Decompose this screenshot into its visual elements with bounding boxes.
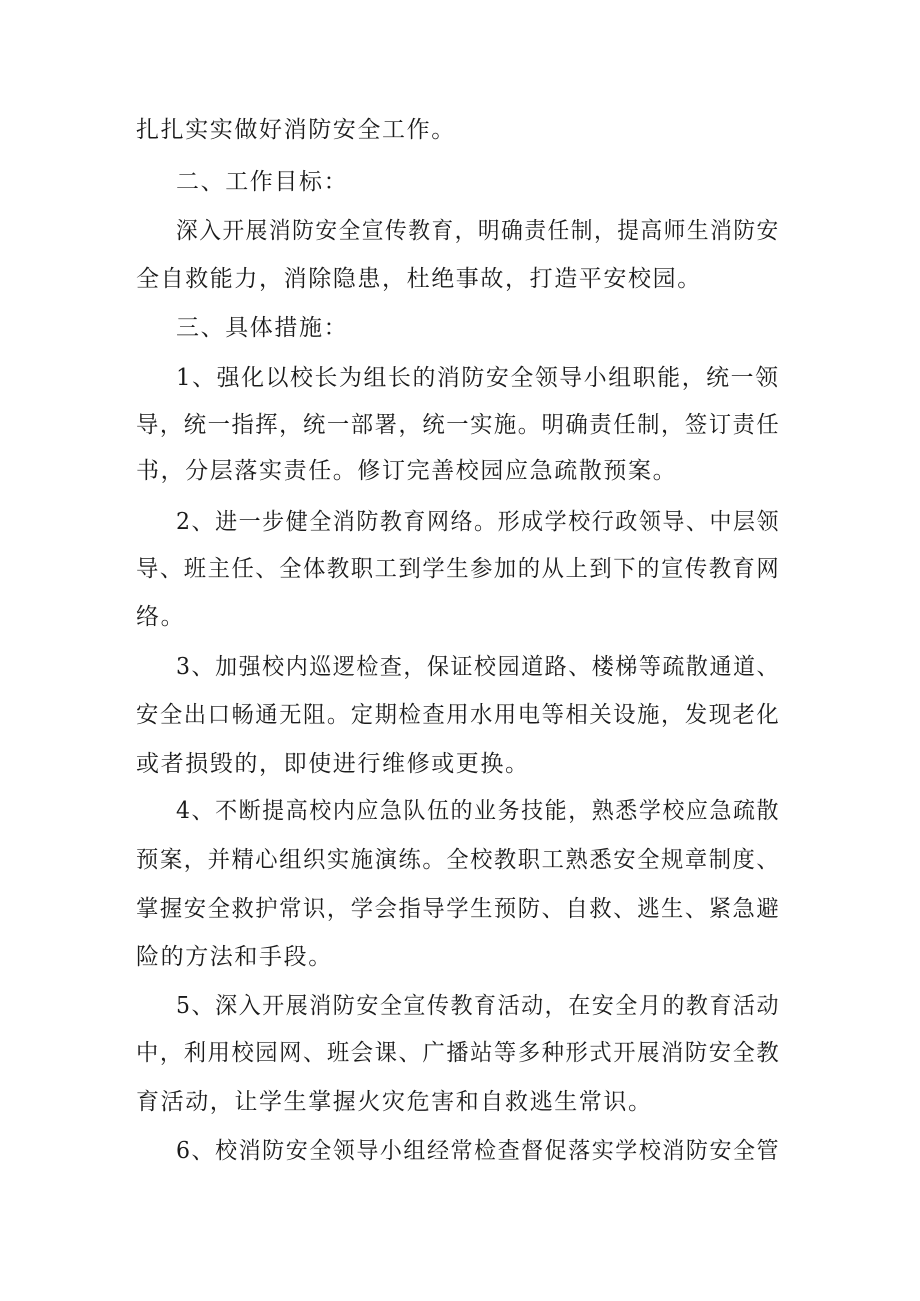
measure-3-line: 或者损毁的，即使进行维修或更换。: [136, 751, 530, 777]
measure-5-line: 育活动，让学生掌握火灾危害和自救逃生常识。: [136, 1089, 653, 1115]
measure-6-line: 6、校消防安全领导小组经常检查督促落实学校消防安全管: [176, 1138, 781, 1164]
measure-4-line: 险的方法和手段。: [136, 944, 333, 970]
measure-2-line: 导、班主任、全体教职工到学生参加的从上到下的宣传教育网: [136, 556, 781, 582]
section-heading-goals: 二、工作目标：: [176, 169, 349, 195]
measure-1-line: 书，分层落实责任。修订完善校园应急疏散预案。: [136, 458, 678, 484]
text-line: 深入开展消防安全宣传教育，明确责任制，提高师生消防安: [176, 218, 780, 244]
measure-4-line: 掌握安全救护常识，学会指导学生预防、自救、逃生、紧急避: [136, 896, 781, 922]
measure-3-line: 3、加强校内巡逻检查，保证校园道路、楼梯等疏散通道、: [176, 654, 781, 680]
measure-1-line: 导，统一指挥，统一部署，统一实施。明确责任制，签订责任: [136, 412, 781, 438]
text-line-continuation: 扎扎实实做好消防安全工作。: [136, 117, 456, 143]
measure-4-line: 4、不断提高校内应急队伍的业务技能，熟悉学校应急疏散: [176, 798, 781, 824]
measure-2-line: 2、进一步健全消防教育网络。形成学校行政领导、中层领: [176, 509, 781, 535]
measure-5-line: 5、深入开展消防安全宣传教育活动，在安全月的教育活动: [176, 993, 781, 1019]
text-line: 全自救能力，消除隐患，杜绝事故，打造平安校园。: [136, 266, 702, 292]
measure-3-line: 安全出口畅通无阻。定期检查用水用电等相关设施，发现老化: [136, 702, 781, 728]
section-heading-measures: 三、具体措施：: [176, 315, 349, 341]
measure-1-line: 1、强化以校长为组长的消防安全领导小组职能，统一领: [176, 365, 780, 391]
measure-2-line: 络。: [136, 604, 186, 630]
measure-5-line: 中，利用校园网、班会课、广播站等多种形式开展消防安全教: [136, 1040, 781, 1066]
measure-4-line: 预案，并精心组织实施演练。全校教职工熟悉安全规章制度、: [136, 847, 781, 873]
